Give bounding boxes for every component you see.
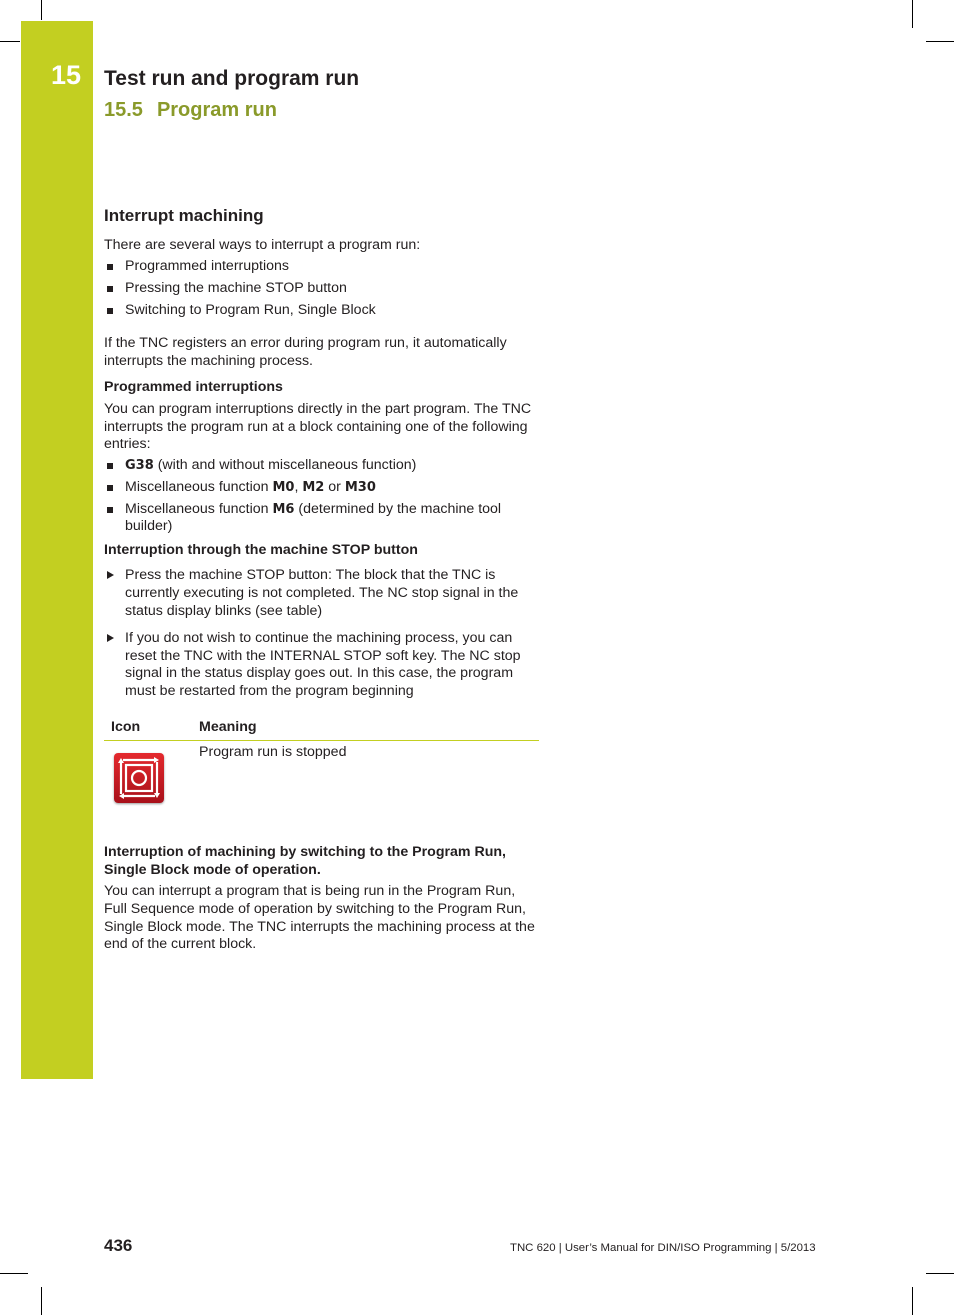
bullet-square-icon <box>107 463 113 469</box>
chapter-number: 15 <box>51 60 82 90</box>
bullet-square-icon <box>107 264 113 270</box>
chapter-sidebar <box>21 21 93 1079</box>
heading-stop-button: Interruption through the machine STOP button <box>104 541 418 558</box>
section-name: Program run <box>156 99 277 121</box>
list-item: Press the machine STOP button: The block that the TNC is currently executing is not completed. The NC stop signal in the status display blinks (see table) <box>104 567 540 620</box>
crop-mark <box>912 1287 913 1315</box>
arrow-right-icon <box>107 571 114 579</box>
arrow-right-icon <box>107 634 114 642</box>
chapter-title: Test run and program run <box>104 67 360 90</box>
nc-stop-icon <box>114 753 164 803</box>
list-item: Switching to Program Run, Single Block <box>104 302 540 320</box>
icon-meaning-table <box>104 715 539 816</box>
page-number: 436 <box>104 1236 133 1255</box>
heading-programmed-interruptions: Programmed interruptions <box>104 379 283 396</box>
heading-single-block: Interruption of machining by switching to the Program Run, Single Block mode of operation. <box>104 844 506 878</box>
crop-mark <box>926 1273 954 1274</box>
table-header-row <box>104 715 539 741</box>
programmed-text: You can program interruptions directly in the part program. The TNC interrupts the program run at a block containing one of the following entries: <box>104 400 532 453</box>
column-header-icon: Icon <box>104 715 199 741</box>
bullet-square-icon <box>107 286 113 292</box>
crop-mark <box>0 41 20 42</box>
list-item: G38 (with and without miscellaneous function) <box>104 457 540 475</box>
heading-interrupt-machining: Interrupt machining <box>104 206 264 225</box>
table-cell-icon <box>104 741 199 816</box>
section-number: 15.5 <box>104 99 143 121</box>
crop-mark <box>0 1273 28 1274</box>
list-item: Miscellaneous function M0, M2 or M30 <box>104 479 540 497</box>
section-title <box>104 99 277 122</box>
list-item: Programmed interruptions <box>104 258 540 276</box>
crop-mark <box>41 1287 42 1315</box>
bullet-square-icon <box>107 308 113 314</box>
stop-steps-list <box>104 567 540 700</box>
bullet-square-icon <box>107 507 113 513</box>
footer-text: TNC 620 | User’s Manual for DIN/ISO Programming | 5/2013 <box>510 1242 816 1254</box>
intro-text: There are several ways to interrupt a program run: <box>104 237 421 253</box>
table-cell-meaning: Program run is stopped <box>199 744 347 761</box>
list-item: If you do not wish to continue the machining process, you can reset the TNC with the INTERNAL STOP soft key. The NC stop signal in the status display goes out. In this case, the program must be restarted from the program beginning <box>104 630 540 700</box>
programmed-list <box>104 457 540 536</box>
crop-mark <box>912 0 913 28</box>
ways-list <box>104 258 540 320</box>
table-row <box>104 741 539 816</box>
list-item: Pressing the machine STOP button <box>104 280 540 298</box>
crop-mark <box>926 41 954 42</box>
main-content <box>104 205 540 954</box>
column-header-meaning: Meaning <box>199 715 539 741</box>
list-item: Miscellaneous function M6 (determined by the machine tool builder) <box>104 501 540 536</box>
bullet-square-icon <box>107 485 113 491</box>
single-block-text: You can interrupt a program that is being run in the Program Run, Full Sequence mode of operation by switching to the Program Run, Single Block mode. The TNC interrupts the machining process at the end of the current block. <box>104 883 535 953</box>
crop-mark <box>41 0 42 20</box>
error-note: If the TNC registers an error during program run, it automatically interrupts the machining process. <box>104 335 507 369</box>
